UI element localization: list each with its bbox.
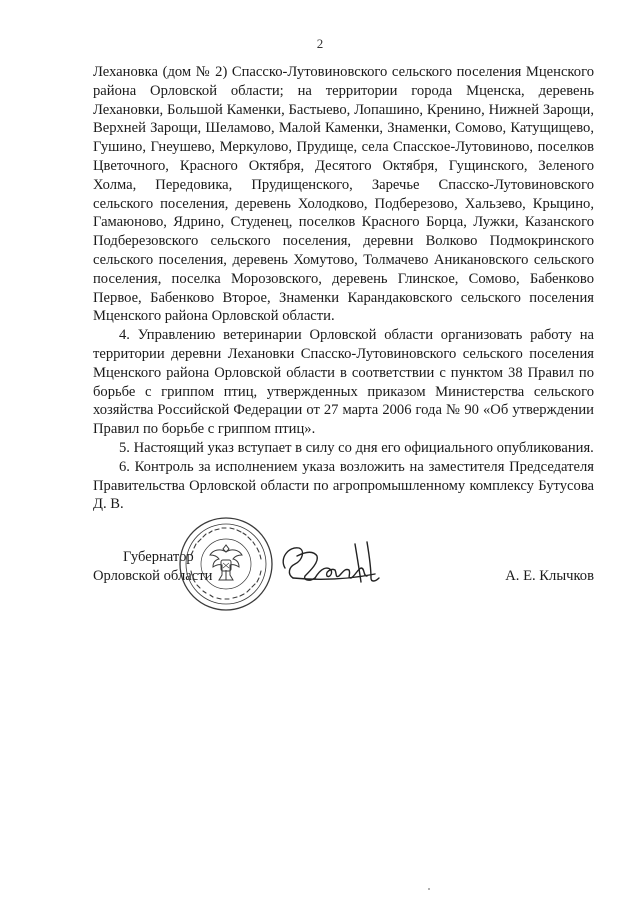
page-number: 2	[316, 36, 324, 51]
paragraph-6: 6. Контроль за исполнением указа возложить на заместителя Председателя Правительства Орловской области по агропромышленному комплексу Бутусова Д. В.	[93, 458, 594, 513]
signatory-title-line1: Губернатор	[123, 549, 194, 565]
official-seal-icon	[175, 515, 277, 613]
paragraph-locations: Лехановка (дом № 2) Спасско-Лутовиновского сельского поселения Мценского района Орловской области; на территории города Мценска, деревень Лехановки, Большой Каменки, Бастыево, Лопашино, Кренино, Нижней Зарощи, Верхней Зарощи, Шеламово, Малой Каменки, Знаменки, Сомово, Катущищево, Гушино, Гнеушево, Меркулово, Прудище, села Спасское-Лутовиново, поселков Цветочного, Красного Октября, Десятого Октября, Гущинского, Зеленого Холма, Передовика, Прудищенского, Заречье Спасско-Лутовиновского сельского поселения, деревень Холодково, Подберезово, Хальзево, Крыцино, Гамаюново, Ядрино, Студенец, поселков Красного Борца, Лужки, Казанского Подберезовского сельского поселения, деревни Волково Подмокринского сельского поселения, деревень Хомутово, Толмачево Аникановского сельского поселения, поселка Морозовского, деревень Глинское, Сомово, Бабенково Первое, Бабенково Второе, Знаменки Карандаковского сельского поселения Мценского района Орловской области.	[93, 64, 594, 325]
signatory-name: А. Е. Клычков	[505, 567, 594, 584]
signatory-title-line2: Орловской области	[93, 567, 213, 584]
document-body	[93, 63, 594, 514]
paragraph-4: 4. Управлению ветеринарии Орловской области организовать работу на территории деревни Лехановки Спасско-Лутовиновского сельского поселения Мценского района Орловской области в соответствии с пунктом 38 Правил по борьбе с гриппом птиц, утвержденных приказом Министерства сельского хозяйства Российской Федерации от 27 марта 2006 года № 90 «Об утверждении Правил по борьбе с гриппом птиц».	[93, 327, 594, 438]
paragraph-5: 5. Настоящий указ вступает в силу со дня его официального опубликования.	[119, 439, 594, 456]
handwritten-signature-icon	[275, 538, 390, 588]
scan-speck	[428, 888, 430, 890]
